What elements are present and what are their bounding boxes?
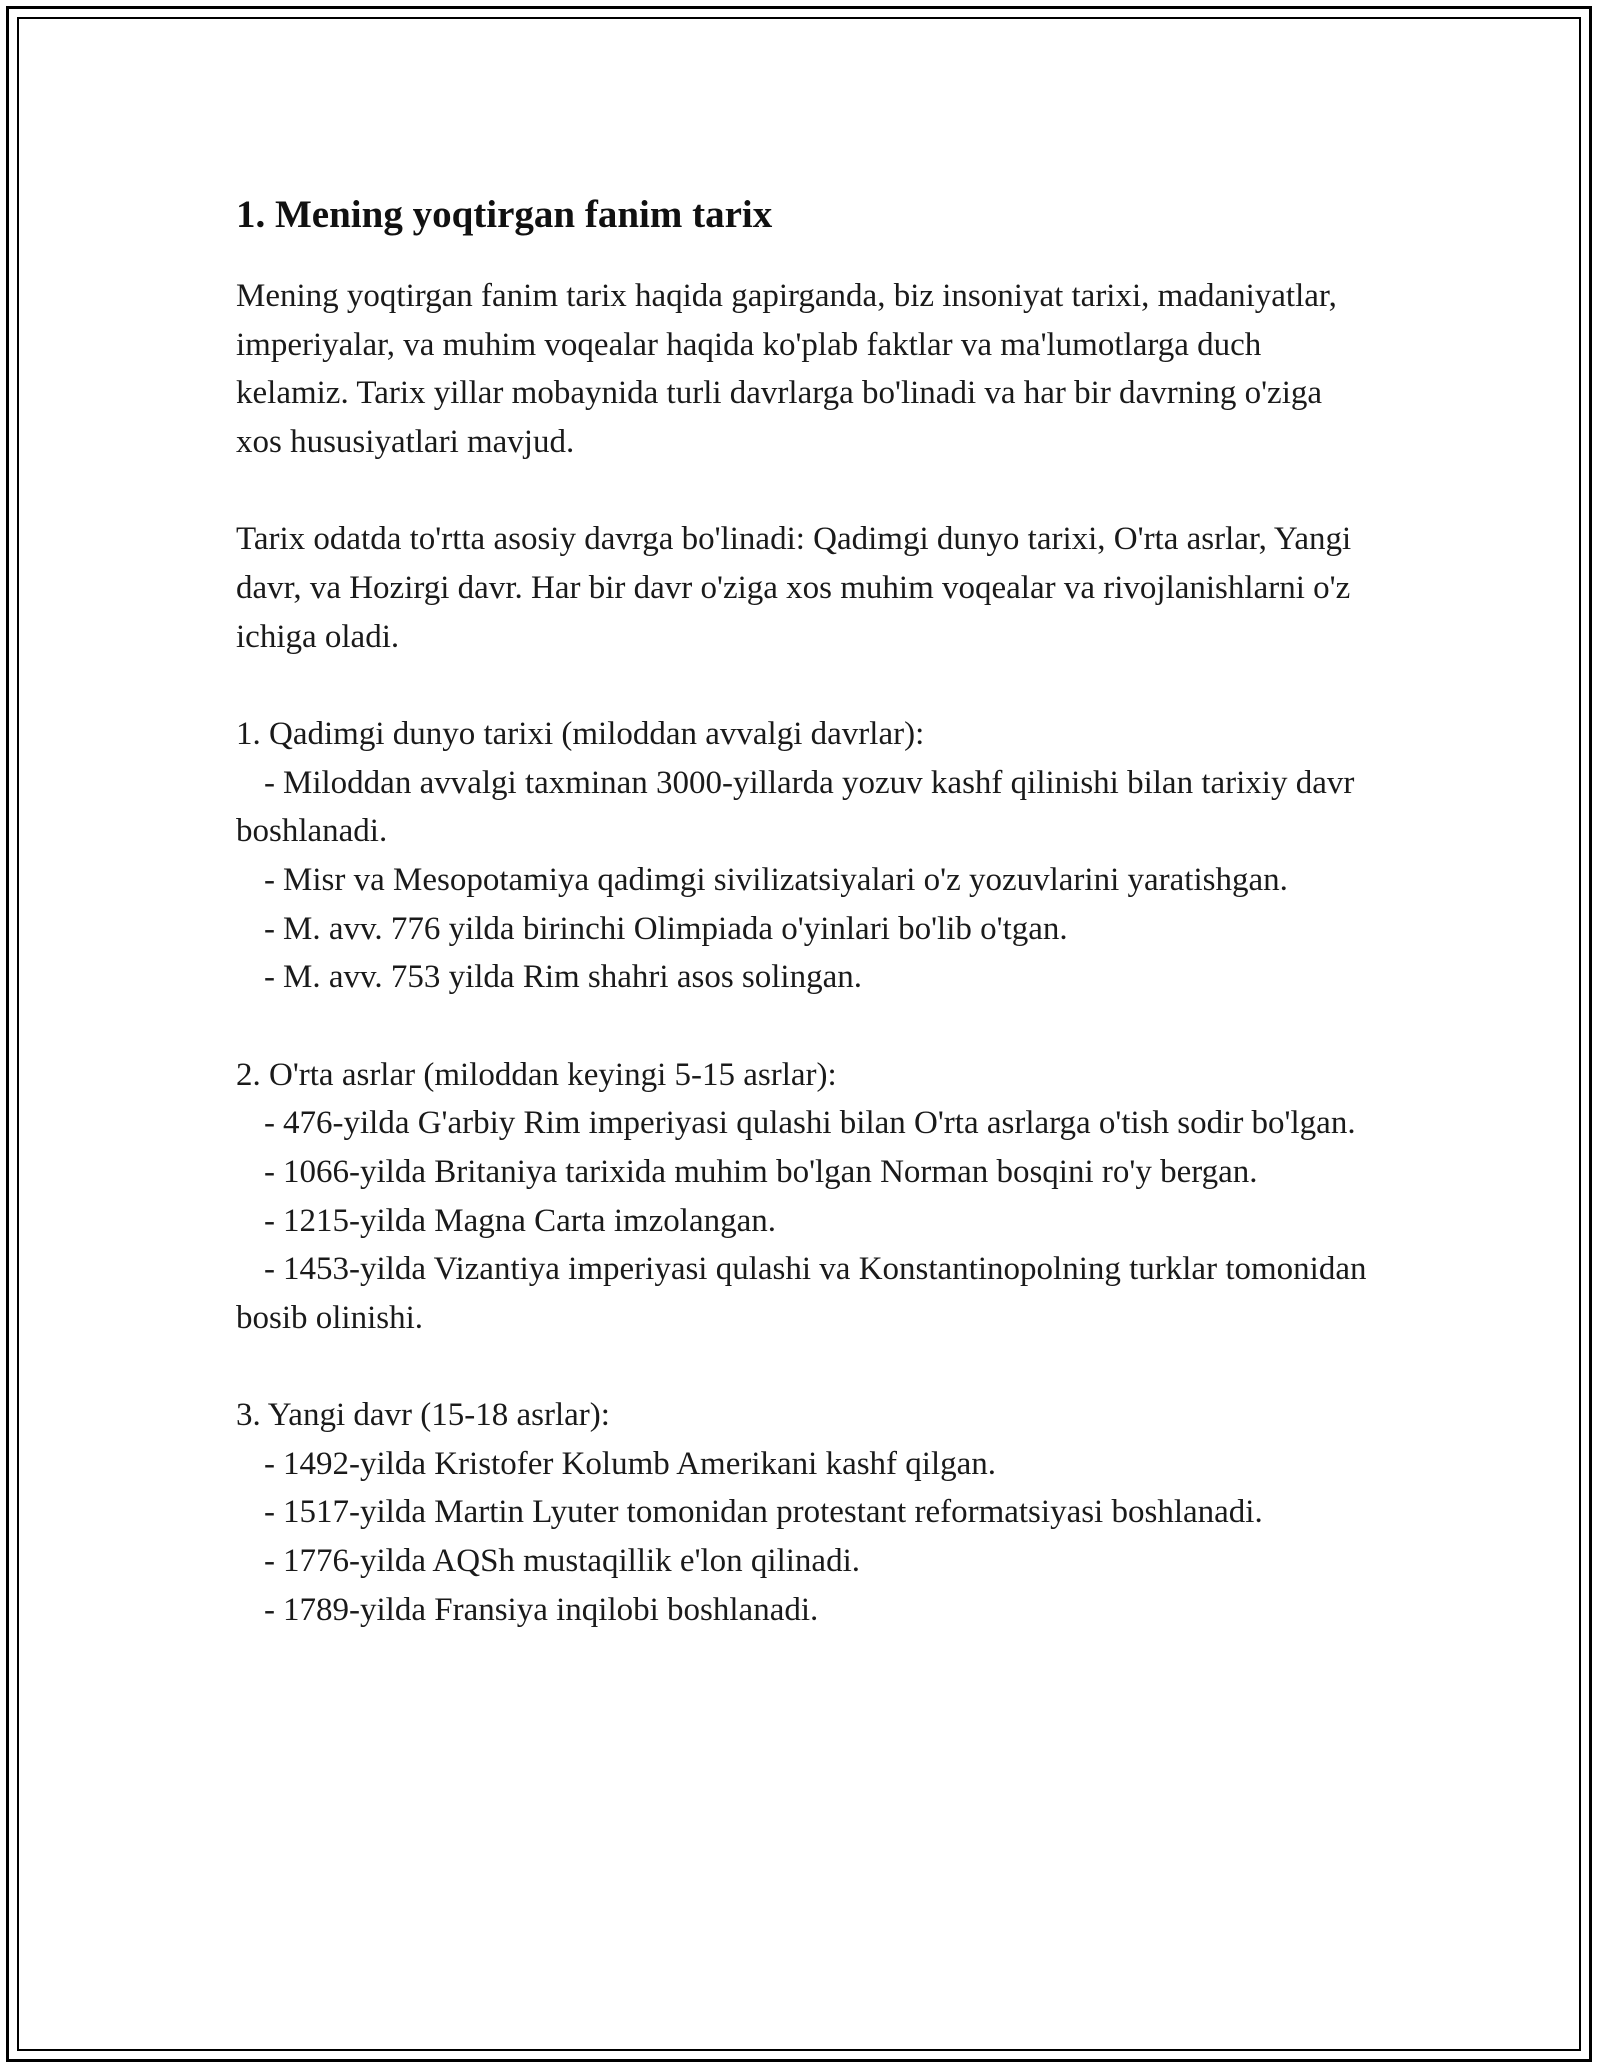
- list-item: - M. avv. 776 yilda birinchi Olimpiada o'yinlari bo'lib o'tgan.: [264, 910, 1068, 947]
- document-title: 1. Mening yoqtirgan fanim tarix: [236, 193, 773, 236]
- list-item: - 1215-yilda Magna Carta imzolangan.: [264, 1202, 777, 1239]
- list-item: - 1789-yilda Fransiya inqilobi boshlanadi.: [264, 1591, 819, 1628]
- list-item: - 1517-yilda Martin Lyuter tomonidan protestant reformatsiyasi boshlanadi.: [264, 1494, 1263, 1531]
- section-heading: 2. O'rta asrlar (miloddan keyingi 5-15 asrlar):: [236, 1056, 837, 1093]
- list-item: - 1776-yilda AQSh mustaqillik e'lon qilinadi.: [264, 1543, 861, 1580]
- section-new-era: [236, 1391, 1376, 1634]
- section-heading: 1. Qadimgi dunyo tarixi (miloddan avvalgi davrlar):: [236, 716, 925, 753]
- list-item: - 1066-yilda Britaniya tarixida muhim bo'lgan Norman bosqini ro'y bergan.: [264, 1153, 1258, 1190]
- list-item: - Miloddan avvalgi taxminan 3000-yillarda yozuv kashf qilinishi bilan tarixiy davr boshlanadi.: [236, 764, 1355, 850]
- intro-paragraph: Mening yoqtirgan fanim tarix haqida gapirganda, biz insoniyat tarixi, madaniyatlar, imperiyalar, va muhim voqealar haqida ko'plab faktlar va ma'lumotlarga duch kelamiz. Tarix yillar mobaynida turli davrlarga bo'linadi va har bir davrning o'ziga xos hususiyatlari mavjud.: [236, 278, 1337, 460]
- list-item: - M. avv. 753 yilda Rim shahri asos solingan.: [264, 959, 862, 996]
- periods-paragraph: Tarix odatda to'rtta asosiy davrga bo'linadi: Qadimgi dunyo tarixi, O'rta asrlar, Yangi davr, va Hozirgi davr. Har bir davr o'ziga xos muhim voqealar va rivojlanishlarni o'z ichiga oladi.: [236, 521, 1352, 655]
- section-ancient-history: [236, 710, 1376, 1002]
- list-item: - 476-yilda G'arbiy Rim imperiyasi qulashi bilan O'rta asrlarga o'tish sodir bo'lgan.: [264, 1105, 1356, 1142]
- list-item: - 1453-yilda Vizantiya imperiyasi qulashi va Konstantinopolning turklar tomonidan bosib olinishi.: [236, 1251, 1367, 1336]
- section-middle-ages: [236, 1051, 1376, 1343]
- list-item: - Misr va Mesopotamiya qadimgi sivilizatsiyalari o'z yozuvlarini yaratishgan.: [264, 861, 1288, 898]
- document-body: [236, 186, 1376, 1683]
- section-heading: 3. Yangi davr (15-18 asrlar):: [236, 1397, 610, 1434]
- list-item: - 1492-yilda Kristofer Kolumb Amerikani kashf qilgan.: [264, 1445, 997, 1482]
